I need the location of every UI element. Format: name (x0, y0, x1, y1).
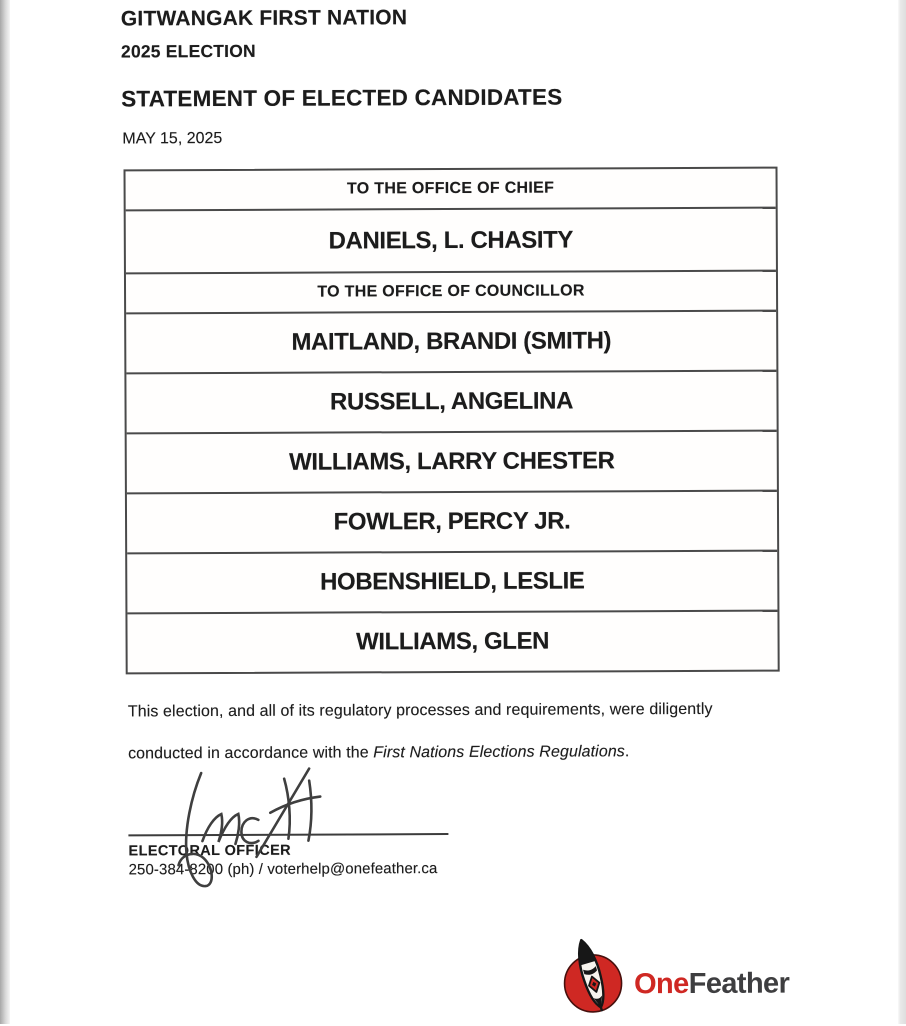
office-header-councillor: TO THE OFFICE OF COUNCILLOR (126, 272, 776, 315)
election-year: 2025 ELECTION (120, 40, 256, 62)
logo-text-feather: Feather (688, 967, 790, 1000)
candidate-row: WILLIAMS, GLEN (355, 627, 550, 656)
candidate-row: FOWLER, PERCY JR. (127, 492, 777, 555)
signature-handwriting (139, 752, 370, 893)
onefeather-wordmark (634, 967, 789, 1001)
candidate-row: HOBENSHIELD, LESLIE (127, 552, 777, 615)
statement-line-2-prefix: conducted in accordance with the (128, 744, 374, 763)
document-title: STATEMENT OF ELECTED CANDIDATES (121, 84, 563, 112)
onefeather-logo (558, 934, 808, 1019)
feather-icon (558, 935, 630, 1019)
statement-regulations-title: First Nations Elections Regulations (373, 743, 625, 762)
scan-edge-left (0, 0, 10, 1024)
office-header-chief: TO THE OFFICE OF CHIEF (126, 169, 776, 212)
candidate-row: RUSSELL, ANGELINA (126, 372, 776, 435)
electoral-officer-label: ELECTORAL OFFICER (128, 842, 292, 860)
candidate-row: WILLIAMS, LARRY CHESTER (127, 432, 777, 495)
scan-edge-right (898, 0, 906, 1024)
candidate-row: MAITLAND, BRANDI (SMITH) (126, 312, 776, 375)
candidate-row: DANIELS, L. CHASITY (126, 209, 776, 275)
org-name: GITWANGAK FIRST NATION (120, 6, 408, 31)
document-date: MAY 15, 2025 (122, 130, 223, 148)
logo-text-one: One (633, 967, 689, 1000)
statement-line-1: This election, and all of its regulatory processes and requirements, were diligently (127, 700, 713, 721)
statement-line-2-suffix: . (624, 743, 630, 761)
elected-candidates-table (124, 167, 780, 675)
electoral-officer-contact: 250-384-8200 (ph) / voterhelp@onefeather.ca (128, 860, 438, 879)
